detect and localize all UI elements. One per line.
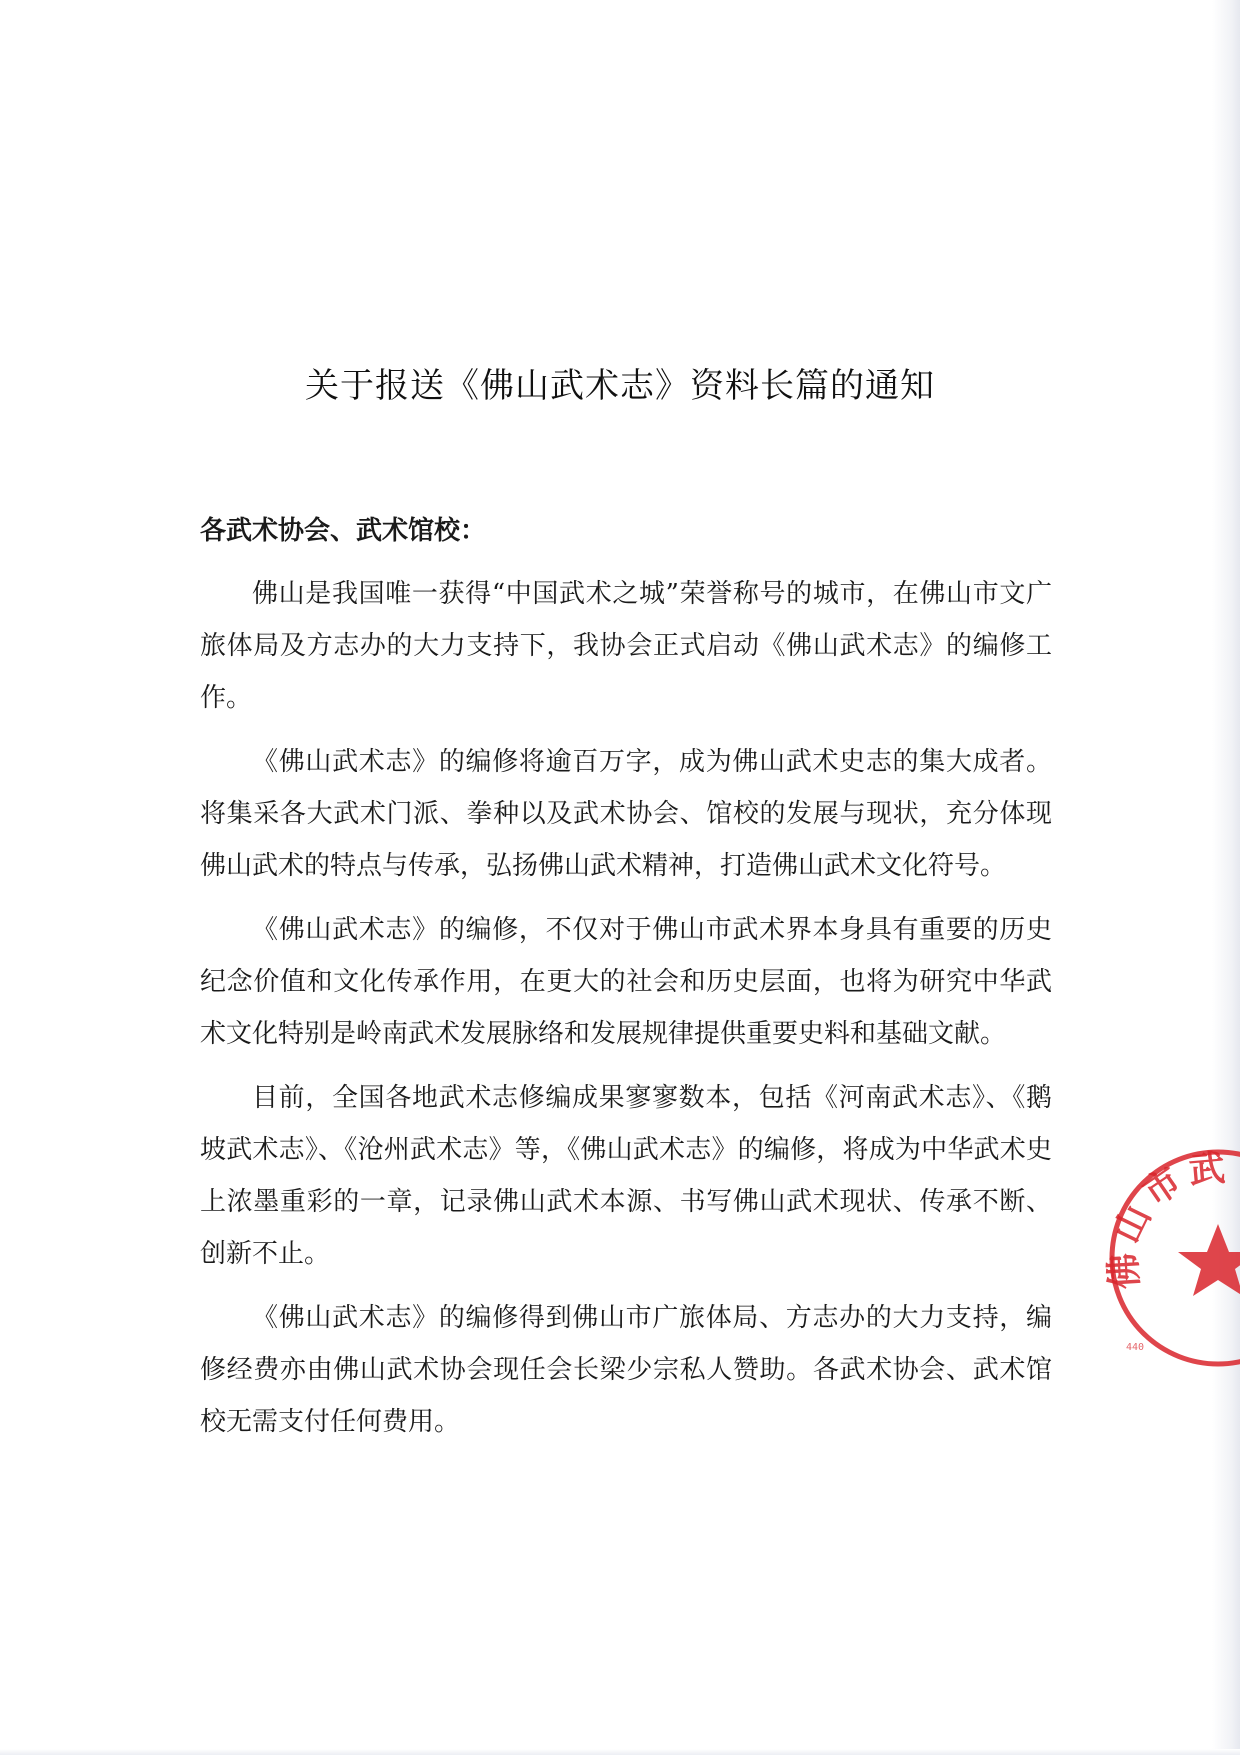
seal-star-icon — [1178, 1224, 1240, 1296]
salutation: 各武术协会、武术馆校： — [200, 516, 487, 546]
seal-code-text: 440 — [1126, 1342, 1145, 1353]
paragraph-3: 《佛山武术志》的编修，不仅对于佛山市武术界本身具有重要的历史纪念价值和文化传承作用，在更大的社会和历史层面，也将为研究中华武术文化特别是岭南武术发展脉络和发展规律提供重要史料和基础文献。 — [200, 915, 1052, 1049]
document-body — [200, 505, 1052, 1460]
document-title: 关于报送《佛山武术志》资料长篇的通知 — [305, 366, 935, 406]
paragraph-4: 目前，全国各地武术志修编成果寥寥数本，包括《河南武术志》、《鹅坡武术志》、《沧州武术志》等，《佛山武术志》的编修，将成为中华武术史上浓墨重彩的一章，记录佛山武术本源、书写佛山武术现状、传承不断、创新不止。 — [200, 1083, 1052, 1269]
official-seal-stamp — [1098, 1138, 1240, 1378]
paragraph-2: 《佛山武术志》的编修将逾百万字，成为佛山武术史志的集大成者。将集采各大武术门派、拳种以及武术协会、馆校的发展与现状，充分体现佛山武术的特点与传承，弘扬佛山武术精神，打造佛山武术文化符号。 — [200, 747, 1052, 881]
paragraph-5: 《佛山武术志》的编修得到佛山市广旅体局、方志办的大力支持，编修经费亦由佛山武术协会现任会长梁少宗私人赞助。各武术协会、武术馆校无需支付任何费用。 — [200, 1303, 1052, 1437]
seal-arc-text: 佛山市武 — [1102, 1147, 1233, 1291]
page-edge-shadow — [1212, 0, 1240, 1755]
page-bottom-edge — [0, 1749, 1240, 1755]
paragraph-1: 佛山是我国唯一获得“中国武术之城”荣誉称号的城市，在佛山市文广旅体局及方志办的大力支持下，我协会正式启动《佛山武术志》的编修工作。 — [200, 579, 1052, 713]
